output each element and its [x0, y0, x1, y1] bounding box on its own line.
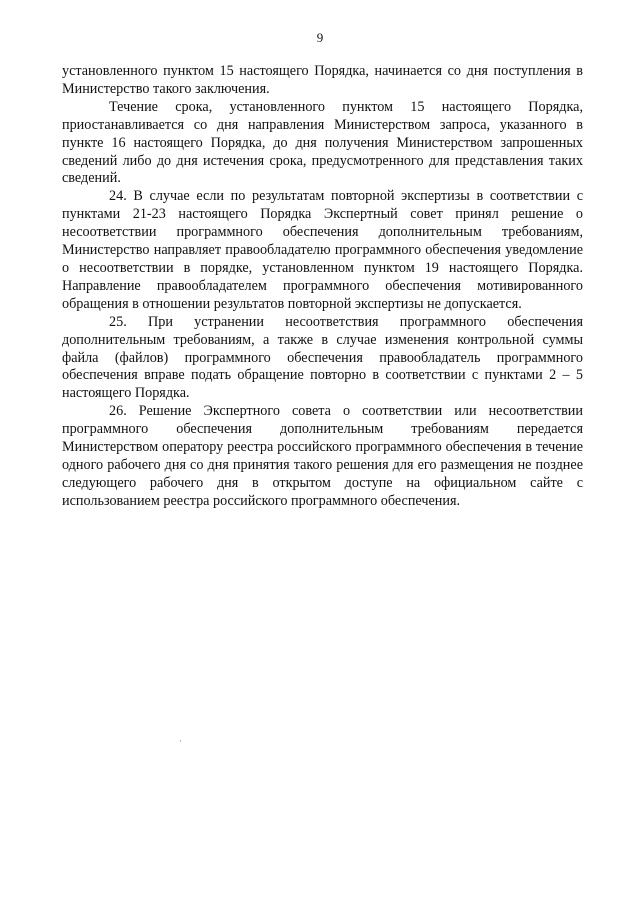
- paragraph-continuation: установленного пунктом 15 настоящего Порядка, начинается со дня поступления в Министерство такого заключения.: [62, 63, 583, 97]
- scan-speck: [180, 740, 181, 742]
- page-number: 9: [316, 30, 324, 45]
- paragraph-clause-26: 26. Решение Экспертного совета о соответствии или несоответствии программного обеспечения дополнительным требованиям передается Министерством оператору реестра российского программного обеспечения в течение одного рабочего дня со дня принятия такого решения для его размещения не позднее следующего рабочего дня в открытом доступе на официальном сайте с использованием реестра российского программного обеспечения.: [62, 403, 583, 509]
- document-body: [62, 63, 583, 511]
- paragraph-term-suspension: Течение срока, установленного пунктом 15 настоящего Порядка, приостанавливается со дня направления Министерством запроса, указанного в пункте 16 настоящего Порядка, до дня получения Министерством запрошенных сведений либо до дня истечения срока, предусмотренного для представления таких сведений.: [62, 98, 583, 187]
- paragraph-clause-24: 24. В случае если по результатам повторной экспертизы в соответствии с пунктами 21-23 настоящего Порядка Экспертный совет принял решение о несоответствии программного обеспечения дополнительным требованиям, Министерство направляет правообладателю программного обеспечения уведомление о несоответствии в порядке, установленном пунктом 19 настоящего Порядка. Направление правообладателем программного обеспечения мотивированного обращения в отношении результатов повторной экспертизы не допускается.: [62, 188, 583, 312]
- paragraph-clause-25: 25. При устранении несоответствия программного обеспечения дополнительным требованиям, а также в случае изменения контрольной суммы файла (файлов) программного обеспечения правообладатель программного обеспечения вправе подать обращение повторно в соответствии с пунктами 2 – 5 настоящего Порядка.: [62, 313, 583, 402]
